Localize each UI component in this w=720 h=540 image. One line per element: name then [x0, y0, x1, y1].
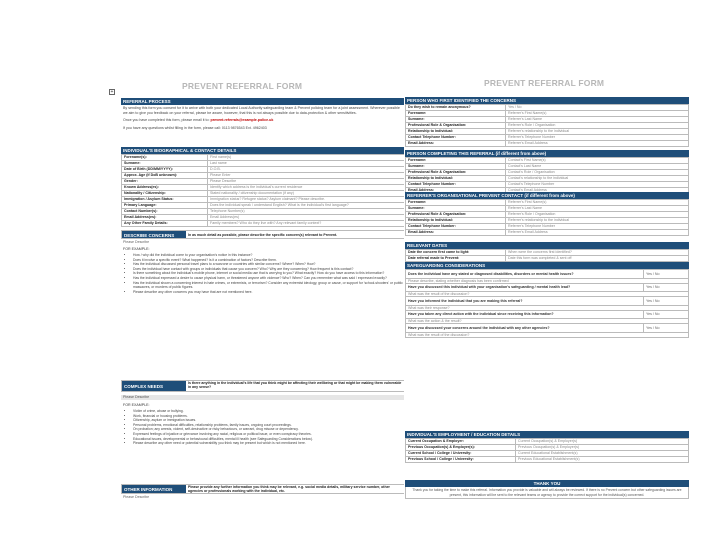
date-row — [406, 256, 689, 262]
field-label: Any Other Family Details: — [122, 221, 208, 227]
section-header: REFERRAL PROCESS — [121, 98, 407, 105]
field-label: Contact Telephone Number: — [406, 182, 506, 188]
field-input[interactable]: Referrer's Role / Organisation — [506, 123, 689, 129]
page-title: PREVENT REFERRAL FORM — [182, 81, 303, 91]
field-label: Email Address: — [406, 230, 506, 236]
field-input[interactable]: Referrer's Email Address — [506, 230, 689, 236]
field-label: Email Address: — [406, 141, 506, 147]
field-input[interactable]: Previous Educational Establishment(s) — [516, 457, 689, 463]
field-label: Contact Telephone Number: — [406, 135, 506, 141]
section-header: PERSON COMPLETING THIS REFERRAL (if different from above) — [405, 150, 689, 157]
complex-bullet-list — [121, 409, 407, 446]
bullet-item: • Please describe any other concerns you may have that are not mentioned here. — [133, 290, 403, 295]
yes-no-select[interactable]: Yes / No — [644, 283, 689, 292]
field-label: Primary Language: — [122, 203, 208, 209]
other-text: Please provide any further information you think may be relevant, e.g. social media details, military service number, other agencies or professionals working with the individual, etc. — [188, 485, 390, 493]
biographical-table — [121, 154, 407, 227]
referral-email-link[interactable]: prevent.referrals@example.police.uk — [210, 118, 274, 123]
safeguarding-question-row — [406, 297, 689, 306]
field-label: Do they wish to remain anonymous? — [406, 105, 506, 111]
safeguarding-detail-input[interactable]: What was the action & the result? — [406, 319, 689, 324]
field-label: Forename(s): — [122, 155, 208, 161]
field-input[interactable]: Referrer's First Name(s) — [506, 200, 689, 206]
section-header: SAFEGUARDING CONSIDERATIONS — [405, 262, 689, 269]
completing-table — [405, 157, 689, 194]
field-label: Approx. Age (if DoB unknown): — [122, 173, 208, 179]
describe-bullet-list — [121, 253, 407, 294]
field-label: Email Address(es): — [122, 215, 208, 221]
bullet-item: • Has the individual discussed personal travel plans to a warzone or countries with similar concerns? Where? When? How? — [133, 262, 403, 267]
field-input[interactable]: Referrer's Role / Organisation — [506, 212, 689, 218]
describe-intro: In as much detail as possible, please describe the specific concern(s) relevant to Prevent. — [188, 233, 338, 237]
field-label: Previous School / College / University: — [406, 457, 516, 463]
section-header: RELEVANT DATES — [405, 242, 689, 249]
referral-consent-text: By sending this form you consent for it to arrive with both your dedicated Local Authority safeguarding team & Prevent policing team for a joint assessment. Wherever possible we aim to give you feedback on your referral, please be aware, however, that this is not always possible due to data-protection & other sensitivities. — [123, 106, 400, 116]
referral-process-section — [121, 98, 407, 131]
field-label: Relationship to Individual: — [406, 129, 506, 135]
field-input[interactable]: Current Occupation(s) & Employer(s) — [516, 439, 689, 445]
page-title: PREVENT REFERRAL FORM — [484, 78, 605, 88]
field-label: Date of Birth (DD/MM/YYYY): — [122, 167, 208, 173]
bullet-item: • Expressed feelings of injustice or grievance involving any racial, religious or political issue, or even conspiracy theories. — [133, 432, 403, 437]
field-label: Professional Role & Organisation: — [406, 123, 506, 129]
bullet-item: • How / why did the individual come to your organisation's notice in this instance? — [133, 253, 403, 258]
field-input[interactable]: D.O.B. — [208, 167, 407, 173]
complex-input[interactable]: Please Describe — [121, 395, 407, 400]
left-page — [112, 78, 410, 522]
referrer-section — [405, 97, 689, 147]
bullet-item: • Educational issues, developmental or behavioural difficulties, mental ill health (see Safeguarding Considerations below). — [133, 437, 403, 442]
employment-table — [405, 438, 689, 463]
field-label: Date referral made to Prevent: — [406, 256, 506, 262]
safeguarding-question: Have you discussed your concerns around the individual with any other agencies? — [406, 324, 644, 333]
safeguarding-question: Have you taken any direct action with the individual since receiving this information? — [406, 310, 644, 319]
right-page — [404, 78, 696, 522]
referral-phone-text: If you have any questions whilst filling in the form, please call: 0113 9876543 Ext. 4962403 — [123, 125, 267, 130]
field-label: Date the concern first came to light: — [406, 250, 506, 256]
field-label: Professional Role & Organisation: — [406, 170, 506, 176]
field-label: Forename: — [406, 200, 506, 206]
completing-section — [405, 150, 689, 194]
yes-no-select[interactable]: Yes / No — [644, 324, 689, 333]
field-label: Relationship to Individual: — [406, 218, 506, 224]
referrer-row — [406, 141, 689, 147]
field-label: Forename: — [406, 111, 506, 117]
section-header: COMPLEX NEEDS — [122, 381, 186, 391]
field-input[interactable]: Referrer's relationship to the individual — [506, 218, 689, 224]
field-input[interactable]: Referrer's Last Name — [506, 206, 689, 212]
referrer-table — [405, 104, 689, 147]
field-label: Forename: — [406, 158, 506, 164]
thank-you-section — [405, 480, 689, 499]
yes-no-select[interactable]: Yes / No — [644, 270, 689, 279]
field-input[interactable]: Contact's Last Name — [506, 164, 689, 170]
field-label: Known Address(es): — [122, 185, 208, 191]
safeguarding-table — [405, 269, 689, 338]
field-input[interactable]: Does the individual speak / understand English? What is the individual's first language? — [208, 203, 407, 209]
table-move-handle-icon[interactable]: + — [110, 89, 114, 95]
biographical-section — [121, 147, 407, 227]
field-label: Previous Occupation(s) & Employer(s): — [406, 445, 516, 451]
section-header: INDIVIDUAL'S EMPLOYMENT / EDUCATION DETAILS — [405, 431, 689, 438]
field-input[interactable]: Telephone Number(s) — [208, 209, 407, 215]
other-header-row — [121, 484, 407, 494]
complex-needs-section — [121, 380, 407, 446]
safeguarding-question-row — [406, 310, 689, 319]
email-instruction: Once you have completed this form, please email it to: — [123, 118, 210, 123]
field-input[interactable]: Last name — [208, 161, 407, 167]
safeguarding-detail-input[interactable]: Please describe, stating whether diagnosis has been confirmed — [406, 278, 689, 283]
bullet-item: • On probation; any arrests, violent, self-destructive or risky behaviours, or warrant, drug misuse or dependency. — [133, 427, 403, 432]
section-header: OTHER INFORMATION — [122, 485, 186, 493]
field-input[interactable]: Current Educational Establishment(s) — [516, 451, 689, 457]
field-input[interactable]: Previous Occupation(s) & Employer(s) — [516, 445, 689, 451]
describe-input[interactable]: Please Describe — [123, 240, 150, 244]
describe-header-row — [121, 230, 407, 239]
field-label: Professional Role & Organisation: — [406, 212, 506, 218]
field-label: Relationship to Individual: — [406, 176, 506, 182]
section-header: INDIVIDUAL'S BIOGRAPHICAL & CONTACT DETAILS — [121, 147, 407, 154]
section-header: REFERRER'S ORGANISATIONAL PREVENT CONTACT (if different from above) — [405, 192, 689, 199]
field-input[interactable]: Referrer's Telephone Number — [506, 224, 689, 230]
field-input[interactable]: Referrer's relationship to the individual — [506, 129, 689, 135]
employment-section — [405, 431, 689, 463]
safeguarding-question: Have you discussed this individual with your organisation's safeguarding / mental health lead? — [406, 283, 644, 292]
biographical-row — [122, 221, 407, 227]
field-input[interactable]: Referrer's First Name(s) — [506, 111, 689, 117]
field-label: Surname: — [406, 164, 506, 170]
safeguarding-question-row — [406, 283, 689, 292]
safeguarding-question-row — [406, 270, 689, 279]
other-input[interactable]: Please Describe — [123, 495, 150, 499]
safeguarding-question: Does the individual have any stated or diagnosed disabilities, disorders or mental health issues? — [406, 270, 644, 279]
field-input[interactable]: Immigration status? Refugee status? Asylum claimant? Please describe. — [208, 197, 407, 203]
yes-no-select[interactable]: Yes / No — [644, 310, 689, 319]
safeguarding-detail-input[interactable]: What was their response? — [406, 305, 689, 310]
dates-section — [405, 242, 689, 262]
referral-email-line — [121, 118, 407, 123]
field-input[interactable]: Contact's Role / Organisation — [506, 170, 689, 176]
other-information-section — [121, 484, 407, 501]
safeguarding-detail-input[interactable]: What was the result of the discussion? — [406, 292, 689, 297]
field-input[interactable]: Referrer's Email Address — [506, 141, 689, 147]
field-input[interactable]: Contact's relationship to the individual — [506, 176, 689, 182]
field-label: Email Address: — [406, 188, 506, 194]
field-input[interactable]: Please Enter — [208, 173, 407, 179]
consider-label: FOR EXAMPLE: — [123, 247, 150, 251]
org-contact-section — [405, 192, 689, 236]
section-header: THANK YOU — [405, 480, 689, 487]
bullet-item: • Please describe any other need or potential vulnerability you think may be present but which is not mentioned here. — [133, 441, 403, 446]
field-input[interactable]: Referrer's Telephone Number — [506, 135, 689, 141]
safeguarding-detail-row — [406, 332, 689, 337]
consider-label: FOR EXAMPLE: — [123, 403, 150, 407]
field-label: Contact Telephone Number: — [406, 224, 506, 230]
org-contact-table — [405, 199, 689, 236]
bullet-item: • Has the individual shown a concerning interest in hate crimes, or extremists, or terrorism? Consider any extremist ideology, group or cause, or support for 'school-shooters' or public massacres, or murders of public figures. — [133, 281, 403, 290]
field-input[interactable]: First name(s) — [208, 155, 407, 161]
field-label: Gender: — [122, 179, 208, 185]
org-contact-row — [406, 230, 689, 236]
yes-no-select[interactable]: Yes / No — [644, 297, 689, 306]
field-input[interactable]: Contact's Telephone Number — [506, 182, 689, 188]
field-label: Immigration / Asylum Status: — [122, 197, 208, 203]
dates-table — [405, 249, 689, 262]
thank-you-text: Thank you for taking the time to make this referral. Information you provide is valuable and will always be reviewed. If there is no Prevent concern but other safeguarding issues are present, this information will be sent to the relevant teams or agency to provide the correct support for the individual(s) concerned. — [405, 487, 689, 499]
bullet-item: • Citizenship, asylum or immigration issues. — [133, 418, 403, 423]
employment-row — [406, 457, 689, 463]
field-input[interactable]: Yes / No — [506, 105, 689, 111]
bullet-item: • Does it involve a specific event? What happened? Is it a combination of factors? Describe them. — [133, 258, 403, 263]
safeguarding-question: Have you informed the individual that you are making this referral? — [406, 297, 644, 306]
field-input[interactable]: Date this form was completed & sent off — [506, 256, 689, 262]
field-label: Current School / College / University: — [406, 451, 516, 457]
field-label: Surname: — [406, 117, 506, 123]
field-input[interactable]: Family members? Who do they live with? Any relevant family context? — [208, 221, 407, 227]
field-label: Surname: — [406, 206, 506, 212]
bullet-item: • Does the individual have contact with groups or individuals that cause you concern? Who? Why are they concerning? How frequent is this contact? — [133, 267, 403, 272]
field-label: Surname: — [122, 161, 208, 167]
describe-concerns-section — [121, 230, 407, 294]
bullet-item: • Has the individual expressed a desire to cause physical harm, or threatened anyone with violence? Who? When? Can you remember what was said / expressed exactly? — [133, 276, 403, 281]
section-header: DESCRIBE CONCERNS — [122, 231, 186, 238]
bullet-item: • Work, financial or housing problems. — [133, 414, 403, 419]
field-input[interactable]: Identify which address is the individual's current residence — [208, 185, 407, 191]
complex-question: Is there anything in the individual's life that you think might be affecting their wellbeing or that might be making them vulnerable in any sense? — [188, 381, 402, 390]
field-label: Current Occupation & Employer: — [406, 439, 516, 445]
field-label: Nationality / Citizenship: — [122, 191, 208, 197]
field-input[interactable]: Stated nationality / citizenship documentation (if any) — [208, 191, 407, 197]
safeguarding-section — [405, 262, 689, 338]
safeguarding-question-row — [406, 324, 689, 333]
bullet-item: • Victim of crime, abuse or bullying. — [133, 409, 403, 414]
field-input[interactable]: Contact's First Name(s) — [506, 158, 689, 164]
bullet-item: • Personal problems, emotional difficulties, relationship problems, family issues, ongoing court proceedings. — [133, 423, 403, 428]
safeguarding-detail-input[interactable]: What was the result of the discussion? — [406, 332, 689, 337]
complex-header-row — [121, 380, 407, 392]
bullet-item: • Is there something about the individual's mobile phone, internet or social media use that is worrying to you? What exactly? How do you have access to this information? — [133, 271, 403, 276]
field-input[interactable]: When were the concerns first identified? — [506, 250, 689, 256]
field-input[interactable]: Contact's Email Address — [506, 188, 689, 194]
field-input[interactable]: Email Address(es) — [208, 215, 407, 221]
field-input[interactable]: Please Describe — [208, 179, 407, 185]
field-label: Contact Number(s): — [122, 209, 208, 215]
section-header: PERSON WHO FIRST IDENTIFIED THE CONCERNS — [405, 97, 689, 104]
field-input[interactable]: Referrer's Last Name — [506, 117, 689, 123]
